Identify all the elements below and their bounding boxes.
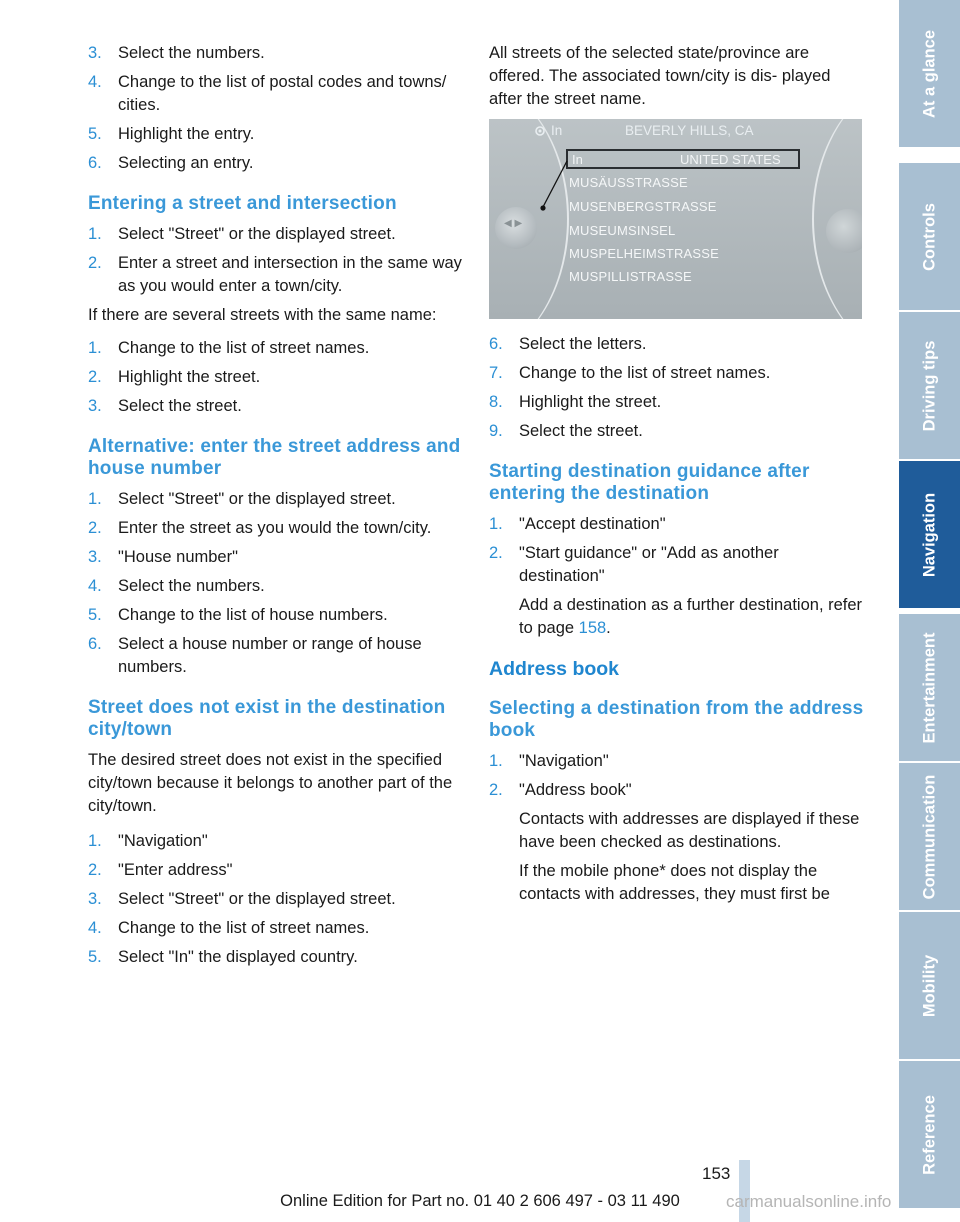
list-item [88,488,464,511]
list-item [88,337,464,360]
step-number: 1. [88,339,102,357]
step-text: "Accept destination" [519,515,666,533]
step-text: Change to the list of street names. [118,339,370,357]
step-text: Select the numbers. [118,577,265,595]
step-list [88,830,464,969]
list-item [88,123,464,146]
list-item [489,779,867,906]
step-list [88,488,464,679]
list-item [88,223,464,246]
step-number: 1. [88,225,102,243]
list-item [88,517,464,540]
step-text: Select the numbers. [118,44,265,62]
tab-controls[interactable] [899,163,960,310]
list-item [88,859,464,882]
list-item [88,888,464,911]
tab-label: Controls [920,202,938,271]
step-list [88,42,464,175]
screen-selected-country: UNITED STATES [680,152,781,167]
step-number: 5. [88,948,102,966]
step-number: 7. [489,364,503,382]
tab-driving-tips[interactable] [899,312,960,459]
step-number: 1. [88,832,102,850]
tab-at-a-glance[interactable] [899,0,960,147]
step-number: 8. [489,393,503,411]
step-text: Selecting an entry. [118,154,254,172]
step-text: "Start guidance" or "Add as another destination" [519,544,779,585]
step-number: 9. [489,422,503,440]
left-column [88,42,464,975]
tab-label: Reference [920,1094,938,1175]
tab-label: Driving tips [920,340,938,431]
step-text: Change to the list of postal codes and towns/ cities. [118,73,447,114]
screen-in-label: In [551,123,563,138]
list-item [88,546,464,569]
list-item [489,391,867,414]
list-item [88,830,464,853]
step-number: 1. [489,515,503,533]
callout-pointer [489,119,862,319]
note-text: Add a destination as a further destination, refer to page [519,596,863,637]
section-heading: Street does not exist in the destination city/town [88,697,446,740]
step-number: 2. [88,368,102,386]
step-text: Select "Street" or the displayed street. [118,225,396,243]
screen-list-item: MUSEUMSINSEL [569,223,676,238]
list-item [88,395,464,418]
screen-list-item: MUSENBERGSTRASSE [569,199,717,214]
step-number: 3. [88,397,102,415]
list-item [88,633,464,679]
step-number: 4. [88,577,102,595]
note-text-end: . [606,619,611,637]
tab-communication[interactable] [899,763,960,910]
page-reference-link[interactable]: 158 [578,619,607,637]
list-item [88,575,464,598]
step-text: Change to the list of street names. [519,364,771,382]
list-item [88,946,464,969]
step-text: "Enter address" [118,861,233,879]
step-list [88,337,464,418]
step-number: 6. [88,635,102,653]
step-text: Enter the street as you would the town/city. [118,519,432,537]
step-text: Select a house number or range of house numbers. [118,635,422,676]
step-number: 1. [489,752,503,770]
tab-reference[interactable] [899,1061,960,1208]
step-text: Change to the list of house numbers. [118,606,388,624]
section-heading-main: Address book [489,658,620,680]
tab-navigation[interactable] [899,461,960,608]
step-list [489,513,867,640]
step-note: Contacts with addresses are displayed if these have been checked as destinations. [519,810,860,851]
step-text: Select "Street" or the displayed street. [118,890,396,908]
right-column [489,42,867,912]
list-item [88,152,464,175]
step-number: 2. [88,254,102,272]
step-text: "Navigation" [519,752,609,770]
step-text: Highlight the street. [118,368,261,386]
list-item [88,917,464,940]
step-number: 6. [88,154,102,172]
step-text: Select the street. [519,422,643,440]
left-right-arrows-icon: ◀ ▶ [504,218,523,229]
step-text: Highlight the entry. [118,125,255,143]
tab-mobility[interactable] [899,912,960,1059]
section-heading: Alternative: enter the street address and house number [88,436,461,479]
screen-list-item: MUSÄUSSTRASSE [569,175,688,190]
step-number: 6. [489,335,503,353]
list-item [489,513,867,536]
section-heading: Selecting a destination from the address book [489,698,864,741]
paragraph: If there are several streets with the same name: [88,306,437,324]
chapter-tabs [899,0,960,1222]
watermark: carmanualsonline.info [726,1192,892,1211]
page-number: 153 [702,1164,731,1183]
step-number: 2. [489,544,503,562]
screen-list-item: MUSPILLISTRASSE [569,269,692,284]
step-list [88,223,464,298]
step-text: Enter a street and intersection in the same way as you would enter a town/city. [118,254,462,295]
step-text: Select "Street" or the displayed street. [118,490,396,508]
step-number: 5. [88,125,102,143]
list-item [489,420,867,443]
step-number: 2. [88,519,102,537]
step-text: "Address book" [519,781,632,799]
step-text: "House number" [118,548,238,566]
step-number: 1. [88,490,102,508]
footer-text: Online Edition for Part no. 01 40 2 606 497 - 03 11 490 [280,1192,680,1210]
list-item [88,604,464,627]
step-number: 4. [88,919,102,937]
list-item [489,333,867,356]
list-item [88,71,464,117]
tab-label: Communication [920,774,938,899]
step-number: 3. [88,548,102,566]
tab-label: Entertainment [920,632,938,743]
list-item [489,362,867,385]
step-number: 4. [88,73,102,91]
list-item [88,42,464,65]
step-note: If the mobile phone* does not display the contacts with addresses, they must first be [519,862,830,903]
section-heading: Starting destination guidance after entering the destination [489,461,810,504]
step-number: 5. [88,606,102,624]
step-number: 2. [88,861,102,879]
tab-label: Navigation [920,492,938,577]
list-item [489,542,867,640]
section-heading: Entering a street and intersection [88,193,397,214]
list-item [489,750,867,773]
step-number: 3. [88,44,102,62]
step-list [489,333,867,443]
tab-label: At a glance [920,29,938,118]
page-number-bar [739,1160,750,1222]
paragraph: The desired street does not exist in the specified city/town because it belongs to another part of the city/town. [88,751,453,815]
step-text: Change to the list of street names. [118,919,370,937]
tab-entertainment[interactable] [899,614,960,761]
step-note [519,594,867,640]
step-text: Select the street. [118,397,242,415]
step-number: 3. [88,890,102,908]
screen-selected-in: In [572,152,583,167]
list-item [88,366,464,389]
navigation-screen-figure [489,119,862,319]
step-text: "Navigation" [118,832,208,850]
step-number: 2. [489,781,503,799]
step-list [489,750,867,906]
screen-list-item: MUSPELHEIMSTRASSE [569,246,720,261]
step-text: Highlight the street. [519,393,662,411]
step-text: Select "In" the displayed country. [118,948,358,966]
list-item [88,252,464,298]
tab-label: Mobility [920,954,938,1017]
screen-location: BEVERLY HILLS, CA [625,123,754,138]
step-text: Select the letters. [519,335,647,353]
paragraph: All streets of the selected state/province are offered. The associated town/city is dis- played after the street name. [489,44,831,108]
